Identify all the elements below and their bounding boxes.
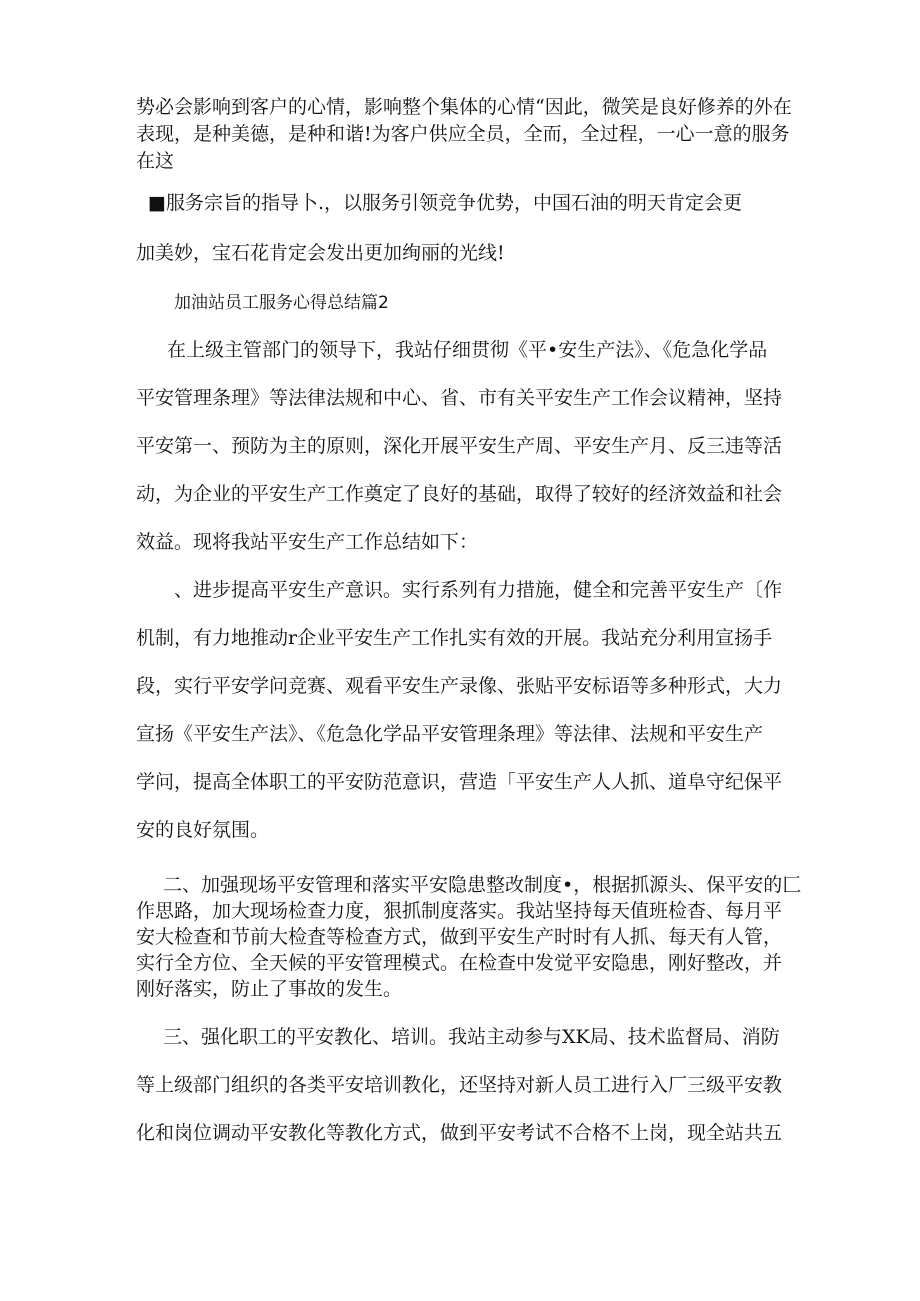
paragraph-1-line-3: 在这	[136, 150, 175, 172]
paragraph-4-line-2: 机制，有力地推动r企业平安生产工作扎实有效的开展。我站充分利用宣扬手	[136, 627, 773, 649]
paragraph-4-line-1: 、进步提高平安生产意识。实行系列有力措施，健全和完善平安生产〔作	[174, 579, 783, 601]
paragraph-2-line-1: ■服务宗旨的指导卜.，以服务引领竞争优势，中国石油的明天肯定会更	[148, 192, 742, 214]
paragraph-3-line-2: 平安管理条理》等法律法规和中心、省、市有关平安生产工作会议精神，坚持	[136, 387, 783, 409]
paragraph-4-line-4: 宣扬《平安生产法》、《危急化学品平安管理条理》等法律、法规和平安生产	[136, 723, 764, 745]
paragraph-2-line-2: 加美妙，宝石花肯定会发出更加绚丽的光线!	[136, 242, 505, 264]
paragraph-1-line-1: 势必会影响到客户的心情，影响整个集体的心情“因此，微笑是良好修养的外在	[136, 96, 792, 118]
paragraph-4-line-6: 安的良好氛围。	[136, 819, 270, 841]
paragraph-6-line-1: 三、强化职工的平安教化、培训。我站主动参与XK局、技术监督局、消防	[163, 1026, 780, 1048]
paragraph-4-line-3: 段，实行平安学问竞赛、观看平安生产录像、张贴平安标语等多种形式，大力	[136, 675, 783, 697]
paragraph-5-line-1: 二、加强现场平安管理和落实平安隐患整改制度•，根据抓源头、保平安的匚	[163, 874, 802, 896]
paragraph-3-line-4: 动，为企业的平安生产工作奠定了良好的基础，取得了较好的经济效益和社会	[136, 483, 783, 505]
paragraph-5-line-2: 作思路，加大现场检查力度，狠抓制度落实。我站坚持每天值班检杳、每月平	[136, 900, 783, 922]
paragraph-3-line-1: 在上级主管部门的领导下，我站仔细贯彻《平•安生产法》、《危急化学品	[167, 339, 768, 361]
paragraph-1-line-2: 表现，是种美德，是种和谐!为客户供应全员，全而，全过程，一心一意的服务	[136, 123, 790, 145]
section-title: 加油站员工服务心得总结篇2	[174, 293, 389, 313]
paragraph-6-line-2: 等上级部门组织的各类平安培训教化，还坚持对新人员工进行入厂三级平安教	[136, 1074, 783, 1096]
paragraph-5-line-5: 刚好落实，防止了事故的发生。	[136, 978, 403, 1000]
paragraph-3-line-3: 平安第一、预防为主的原则，深化开展平安生产周、平安生产月、反三违等活	[136, 435, 783, 457]
paragraph-5-line-4: 实行全方位、全天候的平安管理模式。在检查中发觉平安隐患，刚好整改，并	[136, 952, 783, 974]
paragraph-3-line-5: 效益。现将我站平安生产工作总结如下：	[136, 531, 479, 553]
paragraph-4-line-5: 学问，提高全体职工的平安防范意识，营造「平安生产人人抓、道阜守纪保平	[136, 771, 783, 793]
paragraph-6-line-3: 化和岗位调动平安教化等教化方式，做到平安考试不合格不上岗，现全站共五	[136, 1122, 783, 1144]
paragraph-5-line-3: 安大检查和节前大检査等检查方式，做到平安生产时时有人抓、每天有人管，	[136, 926, 783, 948]
